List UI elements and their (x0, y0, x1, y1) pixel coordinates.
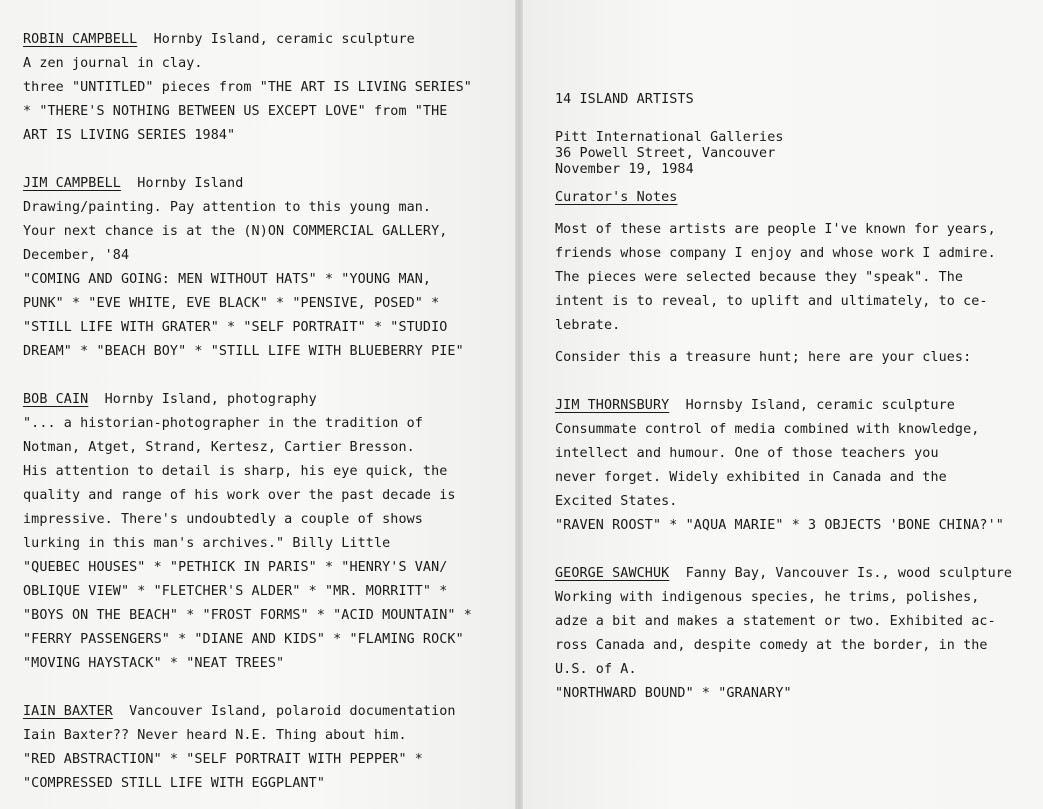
artist-name: IAIN BAXTER (23, 704, 113, 719)
artist-heading (23, 700, 515, 724)
entry-line: "... a historian-photographer in the tradition of (23, 416, 423, 431)
entry-line: "QUEBEC HOUSES" * "PETHICK IN PARIS" * "HENRY'S VAN/ (23, 560, 448, 575)
entry-line: A zen journal in clay. (23, 56, 203, 71)
exhibition-title: 14 ISLAND ARTISTS (555, 92, 694, 107)
entry-line: U.S. of A. (555, 662, 637, 677)
artist-entry-iain-baxter (23, 700, 515, 796)
artist-name: GEORGE SAWCHUK (555, 566, 670, 581)
artist-name: JIM THORNSBURY (555, 398, 670, 413)
entry-line: * "THERE'S NOTHING BETWEEN US EXCEPT LOVE" from "THE (23, 104, 448, 119)
notes-line: intent is to reveal, to uplift and ultimately, to ce- (555, 294, 988, 309)
entry-line: "RED ABSTRACTION" * "SELF PORTRAIT WITH PEPPER" * (23, 752, 423, 767)
entry-line: Excited States. (555, 494, 678, 509)
right-page (523, 0, 1043, 809)
artist-heading (555, 394, 1043, 418)
treasure-hunt-line: Consider this a treasure hunt; here are your clues: (555, 350, 972, 365)
entry-line: "COMPRESSED STILL LIFE WITH EGGPLANT" (23, 776, 325, 791)
entry-line: OBLIQUE VIEW" * "FLETCHER'S ALDER" * "MR. MORRITT" * (23, 584, 448, 599)
entry-line: "BOYS ON THE BEACH" * "FROST FORMS" * "ACID MOUNTAIN" * (23, 608, 472, 623)
entry-line: Working with indigenous species, he trims, polishes, (555, 590, 980, 605)
entry-line: "COMING AND GOING: MEN WITHOUT HATS" * "YOUNG MAN, (23, 272, 432, 287)
notes-line: friends whose company I enjoy and whose work I admire. (555, 246, 996, 261)
entry-line: "STILL LIFE WITH GRATER" * "SELF PORTRAIT" * "STUDIO (23, 320, 448, 335)
artist-heading (23, 172, 515, 196)
entry-line: "MOVING HAYSTACK" * "NEAT TREES" (23, 656, 285, 671)
curator-notes-heading: Curator's Notes (555, 190, 678, 205)
entry-line: Iain Baxter?? Never heard N.E. Thing about him. (23, 728, 407, 743)
entry-line: ross Canada and, despite comedy at the border, in the (555, 638, 988, 653)
entry-line: intellect and humour. One of those teachers you (555, 446, 939, 461)
venue-name: Pitt International Galleries (555, 130, 784, 145)
entry-line: adze a bit and makes a statement or two. Exhibited ac- (555, 614, 996, 629)
entry-line: never forget. Widely exhibited in Canada and the (555, 470, 947, 485)
entry-line: quality and range of his work over the past decade is (23, 488, 456, 503)
entry-line: "RAVEN ROOST" * "AQUA MARIE" * 3 OBJECTS 'BONE CHINA?'" (555, 518, 1004, 533)
artist-entry-jim-thornsbury (555, 394, 1043, 538)
artist-heading (23, 28, 515, 52)
left-page (0, 0, 515, 809)
entry-line: Consummate control of media combined with knowledge, (555, 422, 980, 437)
artist-entry-robin-campbell (23, 28, 515, 148)
entry-line: His attention to detail is sharp, his eye quick, the (23, 464, 448, 479)
artist-heading (23, 388, 515, 412)
venue-block (555, 130, 1043, 178)
artist-info: Hornby Island, ceramic sculpture (153, 32, 415, 47)
curator-notes (555, 218, 1043, 338)
artist-entry-jim-campbell (23, 172, 515, 364)
entry-line: three "UNTITLED" pieces from "THE ART IS LIVING SERIES" (23, 80, 472, 95)
artist-info: Hornby Island, photography (104, 392, 317, 407)
entry-line: "NORTHWARD BOUND" * "GRANARY" (555, 686, 792, 701)
page-fold (515, 0, 523, 809)
venue-address: 36 Powell Street, Vancouver (555, 146, 776, 161)
artist-name: JIM CAMPBELL (23, 176, 121, 191)
entry-line: DREAM" * "BEACH BOY" * "STILL LIFE WITH BLUEBERRY PIE" (23, 344, 464, 359)
entry-line: Your next chance is at the (N)ON COMMERCIAL GALLERY, (23, 224, 448, 239)
notes-line: lebrate. (555, 318, 621, 333)
entry-line: Notman, Atget, Strand, Kertesz, Cartier Bresson. (23, 440, 415, 455)
entry-line: impressive. There's undoubtedly a couple of shows (23, 512, 423, 527)
entry-line: Drawing/painting. Pay attention to this young man. (23, 200, 432, 215)
artist-name: BOB CAIN (23, 392, 89, 407)
exhibition-date: November 19, 1984 (555, 162, 694, 177)
notes-line: The pieces were selected because they "speak". The (555, 270, 964, 285)
entry-line: PUNK" * "EVE WHITE, EVE BLACK" * "PENSIVE, POSED" * (23, 296, 440, 311)
artist-info: Hornby Island (137, 176, 244, 191)
artist-heading (555, 562, 1043, 586)
artist-info: Vancouver Island, polaroid documentation (129, 704, 456, 719)
entry-line: "FERRY PASSENGERS" * "DIANE AND KIDS" * "FLAMING ROCK" (23, 632, 464, 647)
artist-entry-bob-cain (23, 388, 515, 676)
notes-line: Most of these artists are people I've known for years, (555, 222, 996, 237)
artist-info: Hornsby Island, ceramic sculpture (685, 398, 955, 413)
entry-line: December, '84 (23, 248, 130, 263)
artist-info: Fanny Bay, Vancouver Is., wood sculpture (685, 566, 1013, 581)
artist-name: ROBIN CAMPBELL (23, 32, 138, 47)
entry-line: ART IS LIVING SERIES 1984" (23, 128, 236, 143)
artist-entry-george-sawchuk (555, 562, 1043, 706)
entry-line: lurking in this man's archives." Billy Little (23, 536, 391, 551)
